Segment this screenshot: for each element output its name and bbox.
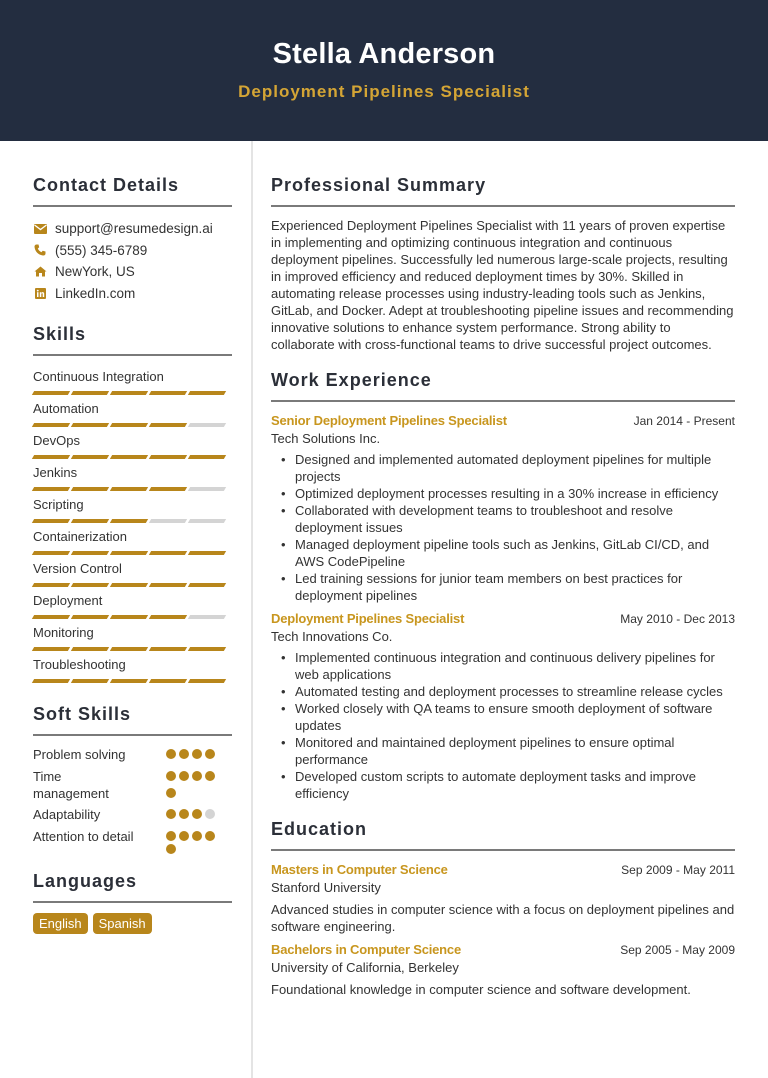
section-title-soft-skills: Soft Skills — [33, 704, 232, 736]
job-bullet: • Monitored and maintained deployment pipelines to ensure optimal performance — [295, 734, 735, 768]
skill-item — [33, 656, 232, 688]
skill-level-segment — [110, 615, 148, 619]
skill-level-segment — [149, 551, 187, 555]
skill-item — [33, 368, 232, 400]
job-bullet: • Optimized deployment processes resulting in a 30% increase in efficiency — [295, 485, 735, 502]
skill-level-bar — [33, 642, 232, 656]
skill-level-segment — [188, 455, 226, 459]
skill-name: Deployment — [33, 593, 103, 608]
languages-section — [33, 871, 232, 934]
contact-email-text: support@resumedesign.ai — [55, 221, 213, 237]
contact-phone-text: (555) 345-6789 — [55, 242, 148, 258]
section-title-languages: Languages — [33, 871, 232, 903]
skill-level-segment — [71, 455, 109, 459]
education-date: Sep 2005 - May 2009 — [620, 943, 735, 957]
contact-location-text: NewYork, US — [55, 264, 135, 280]
education-header — [271, 941, 735, 959]
soft-skill-item — [33, 746, 232, 763]
education-school: Stanford University — [271, 880, 381, 895]
section-title-education: Education — [271, 819, 735, 851]
rating-dot — [166, 831, 176, 841]
skill-level-segment — [149, 487, 187, 491]
skill-name: Troubleshooting — [33, 657, 126, 672]
rating-dot — [205, 749, 215, 759]
skill-level-segment — [32, 615, 70, 619]
skill-level-segment — [110, 679, 148, 683]
education-section — [271, 819, 735, 998]
skill-level-bar — [33, 610, 232, 624]
skill-level-segment — [110, 455, 148, 459]
summary-text: Experienced Deployment Pipelines Specialist with 11 years of proven expertise in implementing and optimizing continuous integration and continuous deployment pipelines. Successfully led numerous large-scale projects, resulting in improved efficiency and reduced deployment times by 30%. Skilled in automating release processes using industry-leading tools such as Jenkins, GitLab, and Docker. Adept at troubleshooting pipeline issues and recommending innovative solutions to enhance system performance. Strong ability to collaborate with cross-functional teams to drive successful project outcomes. — [271, 218, 734, 352]
skill-level-segment — [188, 679, 226, 683]
skill-level-bar — [33, 418, 232, 432]
section-title-experience: Work Experience — [271, 370, 735, 402]
skill-level-segment — [71, 391, 109, 395]
skill-level-segment — [110, 423, 148, 427]
rating-dot — [192, 749, 202, 759]
soft-skills-section — [33, 704, 232, 854]
job-bullet: • Designed and implemented automated deployment pipelines for multiple projects — [295, 451, 735, 485]
skill-level-segment — [71, 519, 109, 523]
skill-level-segment — [71, 679, 109, 683]
candidate-title: Deployment Pipelines Specialist — [238, 82, 530, 101]
education-header — [271, 861, 735, 879]
skill-item — [33, 400, 232, 432]
skill-level-segment — [188, 423, 226, 427]
job-header — [271, 412, 735, 430]
skill-level-bar — [33, 546, 232, 560]
skill-level-segment — [188, 551, 226, 555]
skill-name: Scripting — [33, 497, 84, 512]
education-description: Foundational knowledge in computer science and software development. — [271, 982, 691, 997]
skill-item — [33, 592, 232, 624]
experience-section — [271, 370, 735, 802]
rating-dot — [205, 809, 215, 819]
skill-level-segment — [149, 679, 187, 683]
skill-level-segment — [32, 551, 70, 555]
skill-level-segment — [149, 423, 187, 427]
skill-name: DevOps — [33, 433, 80, 448]
job-bullet: • Led training sessions for junior team members on best practices for deployment pipelines — [295, 570, 735, 604]
skill-item — [33, 528, 232, 560]
rating-dot — [205, 771, 215, 781]
skill-level-segment — [32, 455, 70, 459]
skill-level-segment — [71, 647, 109, 651]
education-entry — [271, 941, 735, 998]
job-date: Jan 2014 - Present — [633, 414, 735, 428]
job-bullet: • Managed deployment pipeline tools such as Jenkins, GitLab CI/CD, and AWS CodePipeline — [295, 536, 735, 570]
job-header — [271, 610, 735, 628]
soft-skill-rating — [166, 806, 220, 823]
skill-level-segment — [110, 551, 148, 555]
job-title: Deployment Pipelines Specialist — [271, 611, 465, 626]
section-title-contact: Contact Details — [33, 175, 232, 207]
skill-level-bar — [33, 514, 232, 528]
job-bullet: • Implemented continuous integration and continuous delivery pipelines for web applications — [295, 649, 735, 683]
soft-skill-item — [33, 806, 232, 823]
job-bullets — [271, 649, 735, 802]
rating-dot — [166, 771, 176, 781]
skill-name: Monitoring — [33, 625, 94, 640]
soft-skill-rating — [166, 828, 220, 854]
skill-level-segment — [32, 647, 70, 651]
skill-level-bar — [33, 450, 232, 464]
rating-dot — [192, 771, 202, 781]
skill-level-segment — [32, 519, 70, 523]
education-date: Sep 2009 - May 2011 — [621, 863, 735, 877]
skill-level-segment — [110, 519, 148, 523]
skill-level-segment — [149, 615, 187, 619]
skill-name: Continuous Integration — [33, 369, 164, 384]
column-divider — [251, 141, 253, 1078]
skill-level-segment — [188, 519, 226, 523]
soft-skill-rating — [166, 768, 220, 802]
home-icon — [33, 266, 47, 278]
section-title-skills: Skills — [33, 324, 232, 356]
skill-level-segment — [188, 583, 226, 587]
job-date: May 2010 - Dec 2013 — [620, 612, 735, 626]
resume-header — [0, 0, 768, 141]
skill-name: Containerization — [33, 529, 127, 544]
rating-dot — [179, 749, 189, 759]
skill-level-segment — [188, 647, 226, 651]
soft-skill-item — [33, 828, 232, 854]
skill-name: Jenkins — [33, 465, 78, 480]
soft-skill-name: Problem solving — [33, 747, 126, 762]
contact-email[interactable] — [33, 218, 232, 240]
education-school: University of California, Berkeley — [271, 960, 459, 975]
soft-skill-name: Adaptability — [33, 807, 101, 822]
job-company: Tech Solutions Inc. — [271, 431, 381, 446]
skill-level-segment — [149, 391, 187, 395]
soft-skill-name: Attention to detail — [33, 829, 134, 844]
skills-section — [33, 324, 232, 688]
rating-dot — [179, 831, 189, 841]
job-entry — [271, 610, 735, 802]
skill-item — [33, 464, 232, 496]
education-description: Advanced studies in computer science with a focus on deployment pipelines and software engineering. — [271, 902, 735, 934]
job-bullet: • Automated testing and deployment processes to streamline release cycles — [295, 683, 735, 700]
skill-level-segment — [32, 583, 70, 587]
rating-dot — [166, 749, 176, 759]
language-badge: English — [33, 913, 88, 934]
skill-level-segment — [149, 455, 187, 459]
skill-level-segment — [188, 615, 226, 619]
right-column — [271, 141, 735, 998]
education-degree: Bachelors in Computer Science — [271, 942, 461, 957]
skill-level-bar — [33, 674, 232, 688]
soft-skill-rating — [166, 746, 220, 763]
skill-level-bar — [33, 386, 232, 400]
envelope-icon — [33, 223, 47, 235]
contact-section — [33, 175, 232, 304]
rating-dot — [205, 831, 215, 841]
rating-dot — [166, 788, 176, 798]
skill-item — [33, 560, 232, 592]
skill-level-segment — [32, 679, 70, 683]
skill-level-segment — [188, 487, 226, 491]
job-bullet: • Worked closely with QA teams to ensure smooth deployment of software updates — [295, 700, 735, 734]
soft-skill-name: Time management — [33, 769, 109, 801]
skill-level-bar — [33, 578, 232, 592]
skill-level-segment — [110, 583, 148, 587]
skill-level-segment — [71, 487, 109, 491]
rating-dot — [179, 809, 189, 819]
skill-level-segment — [110, 391, 148, 395]
skill-item — [33, 496, 232, 528]
rating-dot — [166, 844, 176, 854]
candidate-name: Stella Anderson — [272, 38, 496, 70]
skill-level-segment — [149, 647, 187, 651]
skill-name: Automation — [33, 401, 99, 416]
contact-linkedin[interactable] — [33, 283, 232, 305]
skill-level-segment — [32, 487, 70, 491]
contact-phone[interactable] — [33, 240, 232, 262]
contact-linkedin-text: LinkedIn.com — [55, 285, 136, 301]
skill-name: Version Control — [33, 561, 122, 576]
rating-dot — [192, 809, 202, 819]
section-title-summary: Professional Summary — [271, 175, 735, 207]
skill-level-segment — [71, 551, 109, 555]
rating-dot — [166, 809, 176, 819]
job-entry — [271, 412, 735, 604]
skill-level-segment — [188, 391, 226, 395]
language-badge: Spanish — [93, 913, 152, 934]
skill-level-segment — [149, 519, 187, 523]
linkedin-icon — [33, 287, 47, 299]
education-degree: Masters in Computer Science — [271, 862, 448, 877]
skill-level-segment — [110, 647, 148, 651]
left-column — [33, 141, 232, 934]
contact-location — [33, 261, 232, 283]
skill-level-bar — [33, 482, 232, 496]
skill-level-segment — [110, 487, 148, 491]
rating-dot — [179, 771, 189, 781]
skill-level-segment — [32, 391, 70, 395]
job-bullets — [271, 451, 735, 604]
soft-skill-item — [33, 768, 232, 802]
rating-dot — [192, 831, 202, 841]
summary-section — [271, 175, 735, 353]
skill-level-segment — [71, 423, 109, 427]
job-bullet: • Developed custom scripts to automate deployment tasks and improve efficiency — [295, 768, 735, 802]
job-bullet: • Collaborated with development teams to troubleshoot and resolve deployment issues — [295, 502, 735, 536]
phone-icon — [33, 244, 47, 256]
skill-item — [33, 432, 232, 464]
skill-level-segment — [32, 423, 70, 427]
skill-level-segment — [71, 583, 109, 587]
education-entry — [271, 861, 735, 935]
skill-item — [33, 624, 232, 656]
job-company: Tech Innovations Co. — [271, 629, 393, 644]
job-title: Senior Deployment Pipelines Specialist — [271, 413, 507, 428]
skill-level-segment — [149, 583, 187, 587]
skill-level-segment — [71, 615, 109, 619]
